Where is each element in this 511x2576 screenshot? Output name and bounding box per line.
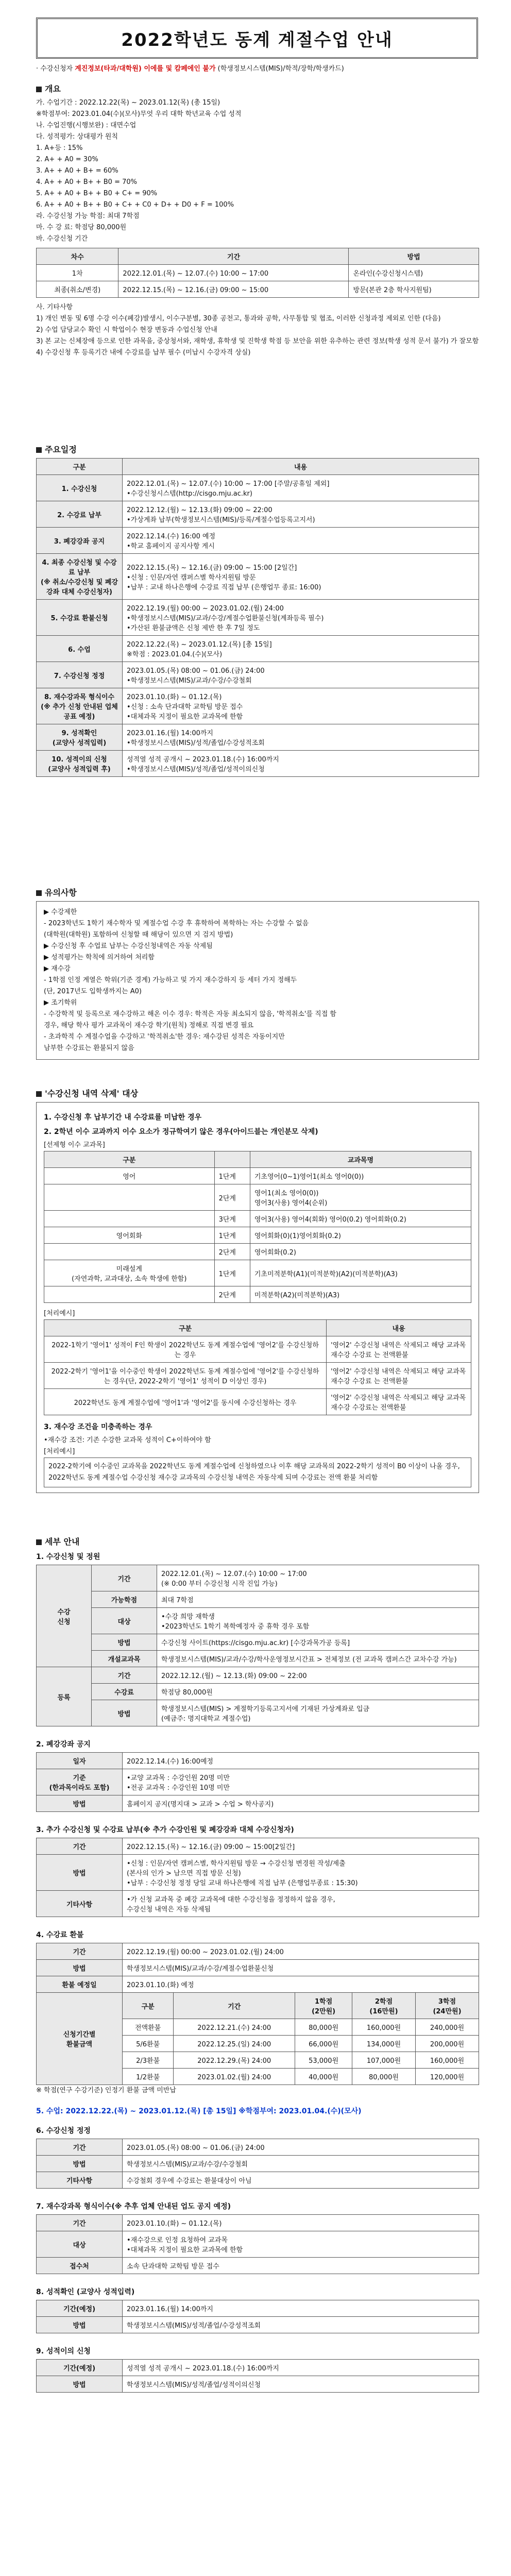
- table-row: [37, 1795, 479, 1812]
- table-row: [37, 1651, 479, 1667]
- bullet-square-icon: [36, 890, 42, 896]
- section-schedule: [36, 443, 479, 777]
- table-cell: 2022.12.01.(목) ~ 12.07.(수) 10:00 ~ 17:00 [주말/공휴일 제외] •수강신청시스템(http://cisgo.mju.ac.kr): [123, 475, 479, 501]
- table-cell: 2023.01.10.(화) ~ 01.12.(목) •신청 : 소속 단과대학 교학팀 방문 접수 •대체과목 지정이 필요한 교과목에 한함: [123, 688, 479, 724]
- notes-heading: 사. 기타사항: [36, 303, 73, 311]
- row-label-cell: 10. 성적이의 신청 (교양사 성적입력 후): [37, 751, 123, 777]
- table-header-cell: 구분: [44, 1151, 215, 1168]
- bullet-square-icon: [36, 447, 42, 453]
- registration-detail-table: [36, 1565, 479, 1667]
- table-row: [44, 1168, 471, 1184]
- caution-line: - 초과학적 수 계절수업을 수강하고 '학적취소'한 경우: 재수강된 성적은 자동이지만: [44, 1033, 285, 1041]
- table-row: [37, 265, 479, 281]
- caution-line: ▶ 재수강: [44, 965, 71, 973]
- table-row: [37, 2317, 479, 2333]
- table-cell: [44, 1184, 215, 1211]
- overview-line: 5. A+ + A0 + B+ + B0 + C+ = 90%: [36, 190, 158, 197]
- section-heading: 세부 안내: [36, 1535, 479, 1547]
- row-label-cell: 방법: [37, 1855, 123, 1891]
- table-row: [37, 1684, 479, 1700]
- table-cell: [44, 1244, 215, 1260]
- notice-emphasis: 계진정보(타과/대학원) 이에를 및 캄페에인 불가: [75, 65, 216, 73]
- detail-5-heading: 5. 수업: 2022.12.22.(목) ~ 2023.01.12.(목) [총 15일] ※학점부여: 2023.01.04.(수)(모사): [36, 2107, 362, 2115]
- cancel-table: [36, 1752, 479, 1812]
- table-cell: 학생정보시스템(MIS)/성적/졸업/성적이의신청: [123, 2376, 479, 2393]
- table-row: [37, 724, 479, 751]
- table-cell: 영어회화(0.2): [250, 1244, 471, 1260]
- row-label-cell: 4. 최종 수강신청 및 수강료 납부 (※ 취소/수강신청 및 폐강강좌 대체 수강신청자): [37, 554, 123, 600]
- table-header-cell: 방법: [349, 248, 479, 265]
- table-cell: 전액환불: [123, 2019, 174, 2036]
- refund-table: [36, 1943, 479, 1993]
- section-cautions: [36, 886, 479, 1060]
- detail-8-heading: 8. 성적확인 (교양사 성적입력): [36, 2288, 135, 2296]
- row-label-cell: 기타사항: [37, 2172, 123, 2189]
- table-row: [37, 2139, 479, 2156]
- table-row: [44, 1211, 471, 1227]
- table-cell: 학생정보시스템(MIS)/교과/수강/계절수업환불신청: [123, 1960, 479, 1976]
- table-cell: 최대 7학점: [157, 1591, 479, 1608]
- row-label-cell: 방법: [37, 2376, 123, 2393]
- row-label-cell: 7. 수강신청 정정: [37, 662, 123, 688]
- table-row: [37, 1634, 479, 1651]
- table-row: [37, 1769, 479, 1795]
- table-row: [37, 2300, 479, 2317]
- section-deletion-targets: [36, 1087, 479, 1493]
- row-label-cell: 9. 성적확인 (교양사 성적입력): [37, 724, 123, 751]
- table-cell: 2단계: [214, 1244, 250, 1260]
- table-row: [44, 1363, 471, 1389]
- row-label-cell: 기간: [37, 1943, 123, 1960]
- detail-9-heading: 9. 성적이의 신청: [36, 2347, 91, 2355]
- overview-lines: [36, 97, 479, 245]
- caution-line: 남부한 수강료는 환불되지 않음: [44, 1044, 134, 1052]
- table-cell: 1단계: [214, 1168, 250, 1184]
- table-header-cell: [214, 1151, 250, 1168]
- table-row: [37, 662, 479, 688]
- table-row: [37, 2360, 479, 2376]
- deletion-item-1: 1. 수강신청 후 납부기간 내 수강료를 미납한 경우: [44, 1113, 202, 1122]
- table-header-cell: 내용: [327, 1320, 471, 1336]
- table-cell: 2023.01.02.(월) 24:00: [174, 2069, 295, 2085]
- table-cell: 2023.01.16.(월) 14:00까지: [123, 2300, 479, 2317]
- example-box: 2022-2학기에 이수중인 교과목을 2022학년도 동계 계절수업에 신청하였으나 이후 해당 교과목의 2022-2학기 성적이 B0 이상이 나올 경우, 2022학년도 동계 계절수업 수강신청 재수강 교과목의 수강신청 내역은 자동삭제 되며 수강료는 전액 환불 처리함: [44, 1458, 471, 1487]
- additional-registration-table: [36, 1838, 479, 1917]
- table-cell: 2단계: [214, 1184, 250, 1211]
- table-row: [37, 475, 479, 501]
- table-cell: 200,000원: [415, 2036, 479, 2052]
- table-cell: 2023.01.05.(목) 08:00 ~ 01.06.(금) 24:00 •학생정보시스템(MIS)/교과/수강/수강철회: [123, 662, 479, 688]
- correction-table: [36, 2139, 479, 2189]
- table-cell: •가 신청 교과목 중 폐강 교과목에 대한 수강신청을 정정하지 않을 경우, 수강신청 내역은 자동 삭제됨: [123, 1891, 479, 1917]
- table-cell: 2022.12.01.(목) ~ 12.07.(수) 10:00 ~ 17:00 (※ 0:00 부터 수강신청 시작 진입 가능): [157, 1565, 479, 1591]
- table-row: [37, 688, 479, 724]
- note-line: 3) 본 교는 신체장애 등으로 인한 과목을, 중상청서와, 재학생, 휴학생 및 진학생 학점 등 보안을 위한 유추하는 관련 정보(학생 성적 문서 불가) 가 잘모함: [36, 337, 479, 345]
- table-row: [37, 600, 479, 636]
- table-row: [37, 281, 479, 298]
- table-cell: 2022.12.19.(월) 00:00 ~ 2023.01.02.(월) 24:00: [123, 1943, 479, 1960]
- table-cell: [44, 1286, 215, 1303]
- overview-line: 1. A+등 : 15%: [36, 144, 83, 152]
- table-cell: •수강 희망 재학생 •2023학년도 1학기 복학예정자 중 휴학 경우 포함: [157, 1608, 479, 1634]
- caution-line: - 2023학년도 1학기 재수학자 및 계절수업 수강 후 휴학하여 복학하는 자는 수강할 수 없음: [44, 920, 309, 927]
- caution-line: (단, 2017년도 입학생까지는 A0): [44, 988, 142, 995]
- table-cell: 2022.12.01.(목) ~ 12.07.(수) 10:00 ~ 17:00: [118, 265, 349, 281]
- table-cell: 1단계: [214, 1227, 250, 1244]
- note-line: 4) 수강신청 후 등록기간 내에 수강료를 납부 필수 (미납시 수강자격 상실): [36, 349, 251, 357]
- table-cell: 학생정보시스템(MIS)/교과/수강/학사운영정보시간표 > 전체정보 (전 교과목 캠퍼스간 교차수강 가능): [157, 1651, 479, 1667]
- row-label-cell: 8. 재수강과목 형식이수 (※ 추가 신청 안내된 업체 공표 예정): [37, 688, 123, 724]
- table-row: [44, 1260, 471, 1286]
- table-header-cell: 구분: [123, 1993, 174, 2019]
- table-row: [37, 1667, 479, 1684]
- row-label-cell: 대상: [37, 2231, 123, 2258]
- table-cell: 미적분학(A2)(미적분학)(A3): [250, 1286, 471, 1303]
- table-row: [37, 2231, 479, 2258]
- table-cell: 온라인(수강신청시스템): [349, 265, 479, 281]
- section-heading: 유의사항: [36, 886, 479, 898]
- table-row: [37, 1565, 479, 1591]
- table-cell: 영어3(사용) 영어4(회화) 영어0(0.2) 영어회화(0.2): [250, 1211, 471, 1227]
- table-cell: 240,000원: [415, 2019, 479, 2036]
- note-line: 1) 개인 변동 및 6명 수강 이수(폐강)발생시, 이수구분별, 30종 공천고, 통과와 공학, 사무통합 및 협조, 이러한 신청과정 제외로 인한 (다음): [36, 315, 441, 323]
- overview-line: 다. 성적평가: 상대평가 원칙: [36, 133, 118, 141]
- detail-7-heading: 7. 재수강과목 형식이수(※ 추후 업체 안내된 업도 공지 예정): [36, 2202, 231, 2211]
- row-label-cell: 방법: [37, 1960, 123, 1976]
- table-header-cell: 구분: [44, 1320, 327, 1336]
- table-cell: 영어1(최소 영어0(0)) 영어3(사용) 영어4(순위): [250, 1184, 471, 1211]
- table-cell: 최종(취소/변경): [37, 281, 118, 298]
- notice-prefix: · 수강신청자: [36, 65, 75, 73]
- title-box: [36, 18, 478, 59]
- table-cell: '영어2' 수강신청 내역은 삭제되고 해당 교과목 재수강 수강료 는 전액환불: [327, 1336, 471, 1363]
- table-cell: 수강철회 경우에 수강료는 환불대상이 아님: [123, 2172, 479, 2189]
- row-label-cell: 기간: [92, 1667, 157, 1684]
- deletion-box: [36, 1102, 479, 1493]
- table-cell: 학생정보시스템(MIS)/교과/수강/수강철회: [123, 2156, 479, 2172]
- fee-detail-table: [36, 1667, 479, 1726]
- table-cell: 학생정보시스템(MIS) > 계절학기등록고지서에 기재된 가상계좌로 입금 (예금주: 명지대학교 계절수업): [157, 1700, 479, 1726]
- overview-line: 가. 수업기간 : 2022.12.22(목) ~ 2023.01.12(목) (총 15일): [36, 99, 220, 107]
- table-header-cell: 2학점 (16만원): [352, 1993, 415, 2019]
- table-cell: 80,000원: [295, 2019, 352, 2036]
- table-cell: 107,000원: [352, 2052, 415, 2069]
- table-cell: 기초영어(0~1)영어1(최소 영어0(0)): [250, 1168, 471, 1184]
- table-cell: 2022.12.21.(수) 24:00: [174, 2019, 295, 2036]
- caution-line: ▶ 조기학위: [44, 999, 77, 1007]
- table-cell: 성적열 성적 공개시 ~ 2023.01.18.(수) 16:00까지 •학생정보시스템(MIS)/성적/졸업/성적이의신청: [123, 751, 479, 777]
- table-cell: 영어회화(0)(1)영어회화(0.2): [250, 1227, 471, 1244]
- table-row: [37, 2258, 479, 2274]
- table-header-cell: 기간: [174, 1993, 295, 2019]
- caution-line: - 수강학적 및 등록으로 재수강하고 해온 이수 경우: 학적은 자동 최소되지 않음, '학적취소'를 직접 함: [44, 1010, 336, 1018]
- table-row: [37, 1960, 479, 1976]
- table-cell: 80,000원: [352, 2069, 415, 2085]
- table-row: [37, 636, 479, 662]
- table-cell: '영어2' 수강신청 내역은 삭제되고 해당 교과목 재수강 수강료 는 전액환불: [327, 1363, 471, 1389]
- row-label-cell: 개설교과목: [92, 1651, 157, 1667]
- example-title: [처리예시]: [44, 1310, 75, 1317]
- table-cell: 66,000원: [295, 2036, 352, 2052]
- table-cell: 2023.01.10.(화) 예정: [123, 1976, 479, 1993]
- grade-table: [36, 2300, 479, 2333]
- table-cell: 1/2환불: [123, 2069, 174, 2085]
- table-cell: 2022-1학기 '영어1' 성적이 F인 학생이 2022학년도 동계 계절수업에 '영어2'를 수강신청하는 경우: [44, 1336, 327, 1363]
- table-cell: 기초미적분학(A1)(미적분학)(A2)(미적분학)(A3): [250, 1260, 471, 1286]
- row-label-cell: 기준 (한과목이라도 포함): [37, 1769, 123, 1795]
- row-label-cell: 방법: [92, 1634, 157, 1651]
- row-label-cell: 기타사항: [37, 1891, 123, 1917]
- overview-line: 2. A+ + A0 = 30%: [36, 156, 98, 163]
- row-label-cell: 기간: [37, 2215, 123, 2231]
- row-label-cell: 일자: [37, 1753, 123, 1769]
- overview-line: ※학점부여: 2023.01.04(수)(모사)무엇 우리 대학 학년교육 수업 성적: [36, 110, 242, 118]
- row-label-cell: 방법: [92, 1700, 157, 1726]
- table-header-cell: 기간: [118, 248, 349, 265]
- table-cell: 53,000원: [295, 2052, 352, 2069]
- row-label-cell: 6. 수업: [37, 636, 123, 662]
- detail-2-heading: 2. 폐강강좌 공지: [36, 1740, 91, 1749]
- deletion-item-3: 3. 재수강 조건을 미충족하는 경우: [44, 1423, 152, 1431]
- table-cell: 2022.12.19.(월) 00:00 ~ 2023.01.02.(월) 24:00 •학생정보시스템(MIS)/교과/수강/계절수업환불신청(계좌등록 필수) •가산된 환불금액은 신청 제반 한 후 7일 정도: [123, 600, 479, 636]
- table-cell: 영어: [44, 1168, 215, 1184]
- overview-line: 나. 수업진행(시행보완) : 대면수업: [36, 122, 137, 129]
- table-row: [37, 2172, 479, 2189]
- table-row: [37, 1838, 479, 1855]
- detail-3-heading: 3. 추가 수강신청 및 수강료 납부(※ 추가 수강인원 및 폐강강좌 대체 수강신청자): [36, 1826, 294, 1834]
- table-cell: 1단계: [214, 1260, 250, 1286]
- table-cell: 5/6환불: [123, 2036, 174, 2052]
- table-row: [37, 1976, 479, 1993]
- table-row: [37, 2156, 479, 2172]
- row-label-cell: 기간: [92, 1565, 157, 1591]
- table-row: [37, 501, 479, 528]
- table-cell: 3단계: [214, 1211, 250, 1227]
- bullet-square-icon: [36, 87, 42, 92]
- table-row: [37, 1591, 479, 1608]
- caution-line: 경우, 해당 학사 평가 교과목이 재수강 학기(원칙) 정해로 직접 변경 필요: [44, 1022, 254, 1029]
- row-label-cell: 기간: [37, 1838, 123, 1855]
- table-row: [37, 2215, 479, 2231]
- group-label-cell: 신청기간별 환불금액: [37, 1993, 123, 2085]
- row-label-cell: 방법: [37, 2317, 123, 2333]
- retake-condition: •재수강 조건: 기존 수강한 교과목 성적이 C+이하여야 함: [44, 1436, 211, 1444]
- table-header-cell: 구분: [37, 459, 123, 475]
- table-cell: •재수강으로 인정 요청하여 교과목 •대체과목 지정이 필요한 교과목에 한함: [123, 2231, 479, 2258]
- overview-line: 마. 수 강 료: 학점당 80,000원: [36, 224, 127, 231]
- row-label-cell: 3. 폐강강좌 공지: [37, 528, 123, 554]
- table-cell: 2022-2학기 '영어1'을 이수중인 학생이 2022학년도 동계 계절수업에 '영어2'를 수강신청하는 경우(단, 2022-2학기 '영어1' 성적이 D 이상인 경우): [44, 1363, 327, 1389]
- table-row: [44, 1389, 471, 1415]
- table-header-cell: 내용: [123, 459, 479, 475]
- row-label-cell: 1. 수강신청: [37, 475, 123, 501]
- section-heading: 개요: [36, 82, 479, 94]
- table-cell: 2/3환불: [123, 2052, 174, 2069]
- table-cell: 2022.12.12.(월) ~ 12.13.(화) 09:00 ~ 22:00: [157, 1667, 479, 1684]
- table-cell: 소속 단과대학 교학팀 방문 접수: [123, 2258, 479, 2274]
- row-label-cell: 기간: [37, 2139, 123, 2156]
- overview-line: 3. A+ + A0 + B+ = 60%: [36, 167, 118, 175]
- row-label-cell: 2. 수강료 납부: [37, 501, 123, 528]
- retake-table: [36, 2214, 479, 2274]
- table-cell: 2022.12.14.(수) 16:00 예정 •학교 홈페이지 공지사항 게시: [123, 528, 479, 554]
- table-cell: 성적열 성적 공개시 ~ 2023.01.18.(수) 16:00까지: [123, 2360, 479, 2376]
- section-overview: [36, 82, 479, 359]
- refund-note: ※ 학점(연구 수강기준) 인정기 환불 금액 미반납: [36, 2087, 176, 2094]
- group-label-cell: 수강 신청: [37, 1565, 92, 1667]
- table-row: [37, 1608, 479, 1634]
- table-row: [37, 1993, 479, 2019]
- table-cell: 2023.01.16.(월) 14:00까지 •학생정보시스템(MIS)/성적/졸업/수강성적조회: [123, 724, 479, 751]
- table-cell: 2022.12.14.(수) 16:00예정: [123, 1753, 479, 1769]
- caution-line: ▶ 수강신청 후 수업료 납부는 수강신청내역은 자동 삭제됨: [44, 942, 213, 950]
- notice-suffix: (학생정보시스템(MIS)/학적/장학/학생카드): [215, 65, 344, 73]
- notice-line: [36, 63, 479, 73]
- table-cell: 학생정보시스템(MIS)/성적/졸업/수강성적조회: [123, 2317, 479, 2333]
- row-label-cell: 가능학점: [92, 1591, 157, 1608]
- table-row: [37, 1891, 479, 1917]
- caution-line: ▶ 성적평가는 학칙에 의거하여 처리함: [44, 954, 155, 961]
- table-cell: 수강신청 사이트(https://cisgo.mju.ac.kr) [수강과목가공 등록]: [157, 1634, 479, 1651]
- group-label-cell: 등록: [37, 1667, 92, 1726]
- table-header-cell: 차수: [37, 248, 118, 265]
- table-cell: 2022.12.15.(목) ~ 12.16.(금) 09:00 ~ 15:00: [118, 281, 349, 298]
- table-cell: 학점당 80,000원: [157, 1684, 479, 1700]
- table-row: [37, 1700, 479, 1726]
- table-cell: 2023.01.05.(목) 08:00 ~ 01.06.(금) 24:00: [123, 2139, 479, 2156]
- section-heading: '수강신청 내역 삭제' 대상: [36, 1087, 479, 1099]
- table-cell: •교양 교과목 : 수강인원 20명 미만 •전공 교과목 : 수강인원 10명 미만: [123, 1769, 479, 1795]
- overview-line: 바. 수강신청 기간: [36, 235, 88, 243]
- example-table: [44, 1319, 471, 1415]
- table-cell: 영어회화: [44, 1227, 215, 1244]
- table-row: [44, 1336, 471, 1363]
- table-row: [37, 2376, 479, 2393]
- overview-line: 6. A+ + A0 + B+ + B0 + C+ + C0 + D+ + D0 + F = 100%: [36, 201, 234, 209]
- table-cell: 160,000원: [415, 2052, 479, 2069]
- table-cell: 2022.12.15.(목) ~ 12.16.(금) 09:00 ~ 15:00[2일간]: [123, 1838, 479, 1855]
- caution-line: ▶ 수강제한: [44, 908, 77, 916]
- table-cell: 방문(본관 2층 학사지원팀): [349, 281, 479, 298]
- table-cell: 134,000원: [352, 2036, 415, 2052]
- table-cell: 2단계: [214, 1286, 250, 1303]
- example-title-2: [처리예시]: [44, 1448, 75, 1455]
- table-row: [44, 1286, 471, 1303]
- table-header-cell: 교과목명: [250, 1151, 471, 1168]
- table-cell: 홈페이지 공지(명지대 > 교과 > 수업 > 학사공지): [123, 1795, 479, 1812]
- bullet-square-icon: [36, 1091, 42, 1097]
- detail-1-heading: 1. 수강신청 및 정원: [36, 1553, 100, 1561]
- table-row: [37, 528, 479, 554]
- row-label-cell: 수강료: [92, 1684, 157, 1700]
- note-line: 2) 수업 담당교수 확인 시 학업이수 현장 변동과 수업신청 안내: [36, 326, 217, 334]
- refund-amount-table: [36, 1992, 479, 2085]
- page-title: 2022학년도 동계 계절수업 안내: [121, 29, 393, 50]
- caution-line: - 1학점 인정 계열은 학위(기준 경계) 가능하고 및 가지 재수강하지 등 세터 가지 정해두: [44, 976, 297, 984]
- prerequisite-label: [선제형 이수 교과목]: [44, 1141, 105, 1149]
- table-row: [37, 1855, 479, 1891]
- schedule-table: [36, 458, 479, 777]
- overview-line: 라. 수강신청 가능 학점: 최대 7학점: [36, 212, 140, 220]
- row-label-cell: 방법: [37, 1795, 123, 1812]
- table-cell: 2023.01.10.(화) ~ 01.12.(목): [123, 2215, 479, 2231]
- appeal-table: [36, 2359, 479, 2393]
- table-header-cell: 1학점 (2만원): [295, 1993, 352, 2019]
- table-cell: 160,000원: [352, 2019, 415, 2036]
- row-label-cell: 대상: [92, 1608, 157, 1634]
- table-row: [44, 1244, 471, 1260]
- row-label-cell: 방법: [37, 2156, 123, 2172]
- table-row: [37, 1943, 479, 1960]
- table-cell: [44, 1211, 215, 1227]
- table-cell: 2022.12.12.(월) ~ 12.13.(화) 09:00 ~ 22:00 •가상계좌 납부(학생정보시스템(MIS)/등록/계절수업등록고지서): [123, 501, 479, 528]
- row-label-cell: 환불 예정일: [37, 1976, 123, 1993]
- detail-6-heading: 6. 수강신청 정정: [36, 2127, 91, 2135]
- cautions-box: [36, 901, 479, 1060]
- table-header-cell: 3학점 (24만원): [415, 1993, 479, 2019]
- notes-list: [36, 313, 479, 359]
- bullet-square-icon: [36, 1539, 42, 1545]
- table-cell: •신청 : 인문/자연 캠퍼스별, 학사지원팀 방문 → 수강신청 변경원 작성/제출 (본사의 인가 > 남으면 직접 방문 신청) •납부 : 수강신청 정정 당일 교내 하나은행에 직접 납부 (은행업무종료 : 15:30): [123, 1855, 479, 1891]
- table-cell: 2022.12.15.(목) ~ 12.16.(금) 09:00 ~ 15:00 [2일간] •신청 : 인문/자연 캠퍼스별 학사지원팀 방문 •납부 : 교내 하나은행에 수강료 직접 납부 (은행업무 종료: 16:00): [123, 554, 479, 600]
- row-label-cell: 기간(예정): [37, 2360, 123, 2376]
- table-row: [37, 1753, 479, 1769]
- row-label-cell: 5. 수강료 환불신청: [37, 600, 123, 636]
- table-row: [44, 1184, 471, 1211]
- table-cell: 40,000원: [295, 2069, 352, 2085]
- prerequisite-table: [44, 1151, 471, 1303]
- table-cell: 120,000원: [415, 2069, 479, 2085]
- table-row: [44, 1227, 471, 1244]
- deletion-item-2: 2. 2학년 이수 교과까지 이수 요소가 정규학여기 않은 경우(아이드블는 개인분모 삭제): [44, 1128, 318, 1136]
- row-label-cell: 접수처: [37, 2258, 123, 2274]
- table-cell: 1차: [37, 265, 118, 281]
- row-label-cell: 기간(예정): [37, 2300, 123, 2317]
- table-cell: 2022학년도 동계 계절수업에 '영어1'과 '영어2'를 동시에 수강신청하는 경우: [44, 1389, 327, 1415]
- detail-4-heading: 4. 수강료 환불: [36, 1931, 84, 1939]
- table-row: [37, 751, 479, 777]
- section-heading: 주요일정: [36, 443, 479, 455]
- table-cell: 2022.12.25.(일) 24:00: [174, 2036, 295, 2052]
- section-details: [36, 1535, 479, 2393]
- overview-line: 4. A+ + A0 + B+ + B0 = 70%: [36, 178, 138, 186]
- table-row: [37, 554, 479, 600]
- table-cell: '영어2' 수강신청 내역은 삭제되고 해당 교과목 재수강 수강료는 전액환불: [327, 1389, 471, 1415]
- registration-period-table: [36, 248, 479, 298]
- table-cell: 2022.12.29.(목) 24:00: [174, 2052, 295, 2069]
- table-cell: 2022.12.22.(목) ~ 2023.01.12.(목) [총 15일] ※학점 : 2023.01.04.(수)(모사): [123, 636, 479, 662]
- caution-line: (대학원(대학원) 포함하여 신청할 때 해당이 있으면 지 검지 방법): [44, 931, 233, 939]
- table-cell: 미래설계 (자연과학, 교과대상, 소속 학생에 한함): [44, 1260, 215, 1286]
